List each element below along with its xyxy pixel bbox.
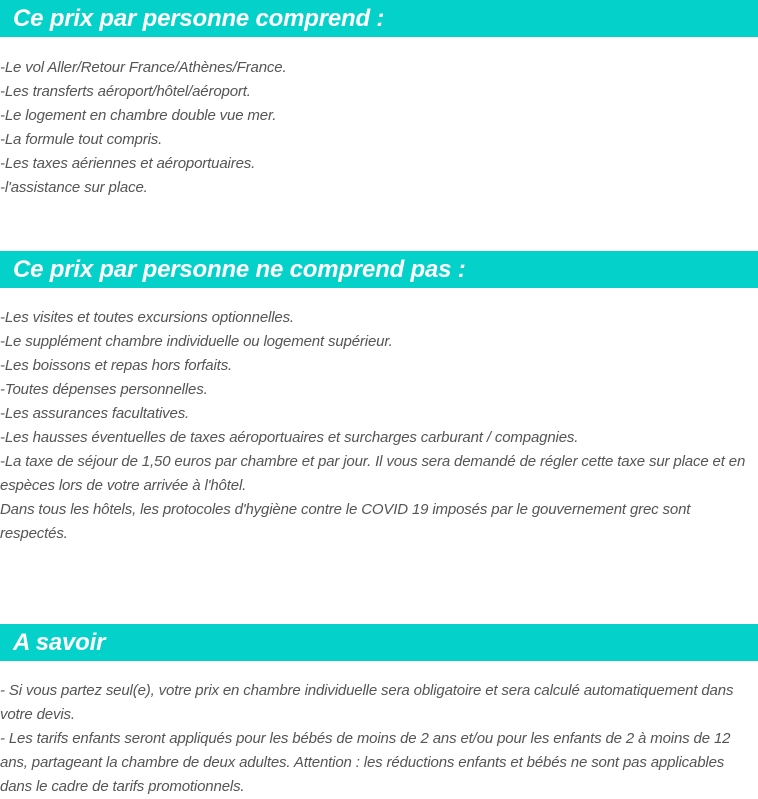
section-header-not-included (0, 251, 758, 288)
spacer (0, 37, 758, 56)
list-item: -La formule tout compris. (0, 131, 163, 148)
list-item: -Le vol Aller/Retour France/Athènes/France. (0, 59, 287, 76)
section-body-included (0, 56, 758, 200)
list-item: -Le supplément chambre individuelle ou logement supérieur. (0, 333, 393, 350)
section-title-good-to-know: A savoir (13, 628, 106, 656)
section-body-not-included (0, 306, 758, 546)
spacer (0, 546, 758, 624)
list-item: -Les taxes aériennes et aéroportuaires. (0, 155, 256, 172)
spacer (0, 288, 758, 306)
section-title-not-included: Ce prix par personne ne comprend pas : (13, 255, 466, 283)
section-body-good-to-know (0, 679, 758, 799)
list-item: -Les visites et toutes excursions optionnelles. (0, 309, 294, 326)
list-item: -Les boissons et repas hors forfaits. (0, 357, 233, 374)
list-item: -Les assurances facultatives. (0, 405, 190, 422)
list-item: - Si vous partez seul(e), votre prix en chambre individuelle sera obligatoire et sera calculé automatiquement dans votre devis. (0, 682, 734, 723)
section-title-included: Ce prix par personne comprend : (13, 4, 385, 32)
list-item: -La taxe de séjour de 1,50 euros par chambre et par jour. Il vous sera demandé de régler cette taxe sur place et en espèces lors de votre arrivée à l'hôtel. (0, 453, 746, 494)
section-header-included (0, 0, 758, 37)
list-item: -l'assistance sur place. (0, 179, 148, 196)
spacer (0, 200, 758, 251)
list-item: - Les tarifs enfants seront appliqués pour les bébés de moins de 2 ans et/ou pour les enfants de 2 à moins de 12 ans, partageant la chambre de deux adultes. Attention : les réductions enfants et bébés ne sont pas applicables dans le cadre de tarifs promotionnels. (0, 730, 731, 795)
list-item: -Les transferts aéroport/hôtel/aéroport. (0, 83, 251, 100)
list-item: -Le logement en chambre double vue mer. (0, 107, 277, 124)
covid-note: Dans tous les hôtels, les protocoles d'hygiène contre le COVID 19 imposés par le gouvernement grec sont respectés. (0, 501, 691, 542)
list-item: -Les hausses éventuelles de taxes aéroportuaires et surcharges carburant / compagnies. (0, 429, 579, 446)
list-item: -Toutes dépenses personnelles. (0, 381, 208, 398)
spacer (0, 661, 758, 679)
section-header-good-to-know (0, 624, 758, 661)
